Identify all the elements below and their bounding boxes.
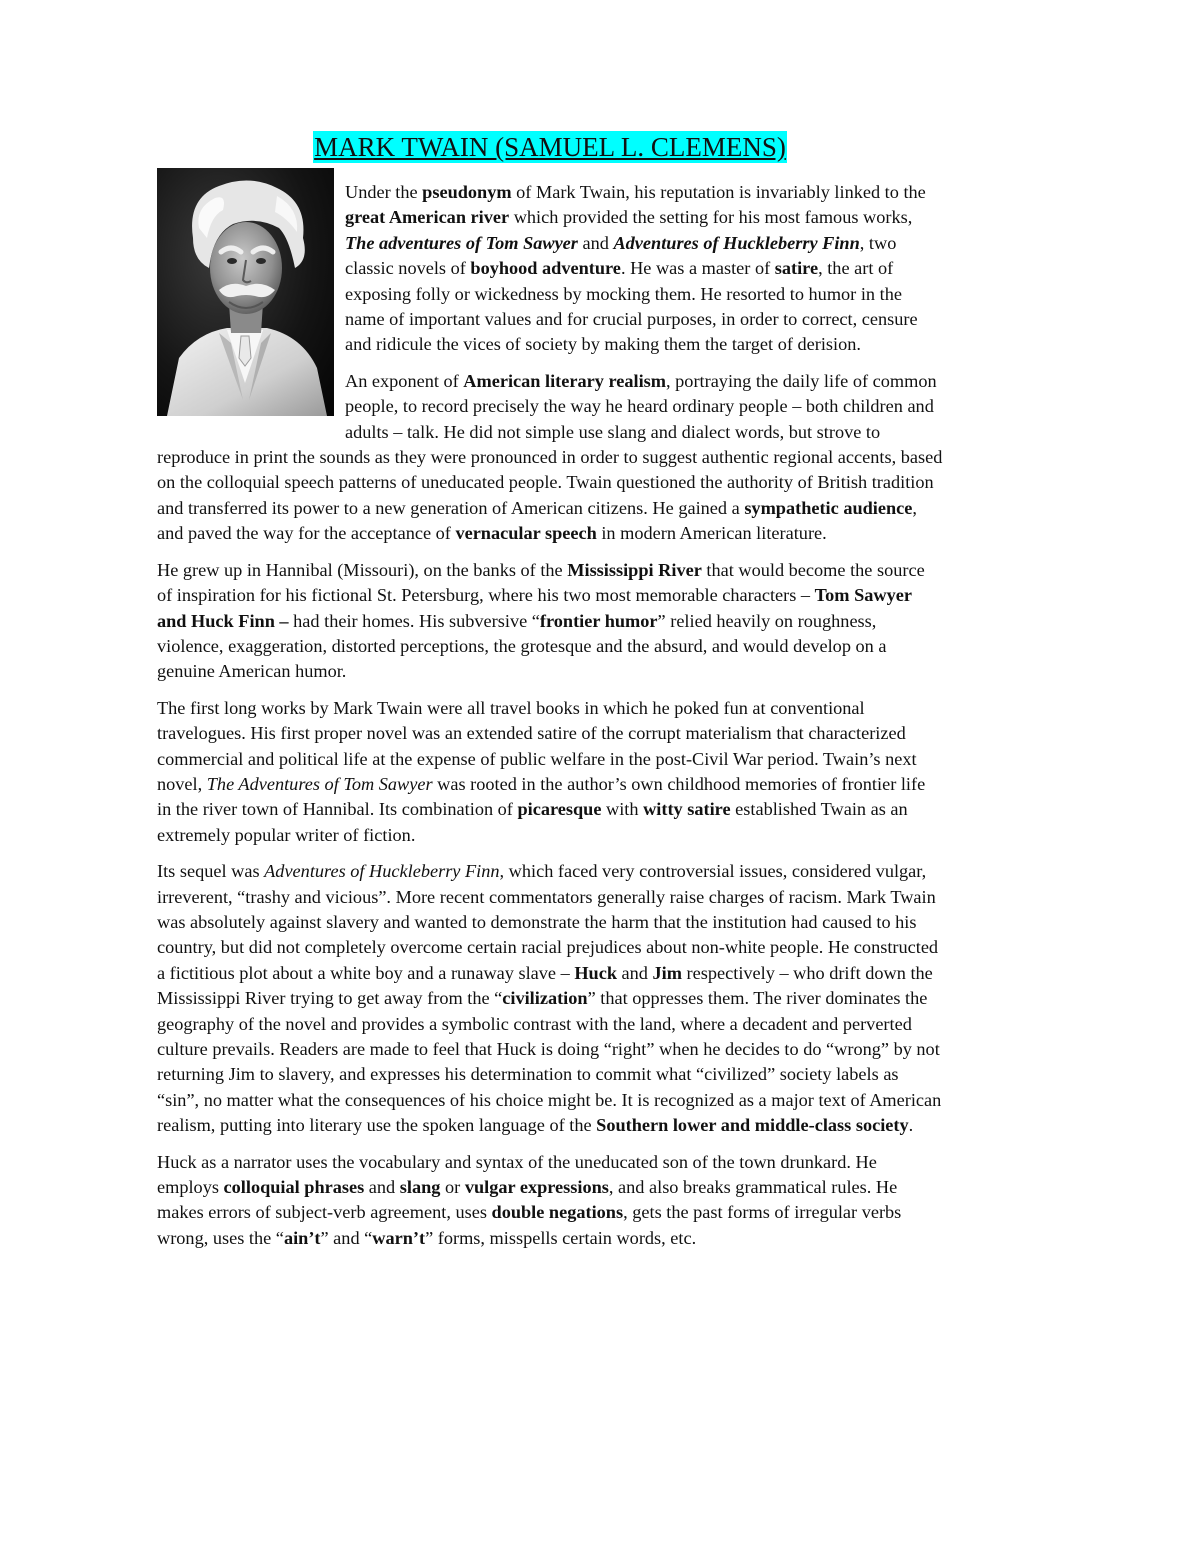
paragraph-pseudonym: Under the pseudonym of Mark Twain, his reputation is invariably linked to the great American river which provided the setting for his most famous works, The adventures of Tom Sawyer and Adventures of Huckleberry Finn, two classic novels of boyhood adventure. He was a master of satire, the art of exposing folly or wickedness by mocking them. He resorted to humor in the name of important values and for crucial purposes, in order to correct, censure and ridicule the vices of society by making them the target of derision. (345, 182, 926, 355)
paragraph-sequel: Its sequel was Adventures of Huckleberry Finn, which faced very controversial issues, considered vulgar, irreverent, “trashy and vicious”. More recent commentators generally raise charges of racism. Mark Twain was absolutely against slavery and wanted to demonstrate the harm that the institution had caused to his country, but did not completely overcome certain racial prejudices about non-white people. He constructed a fictitious plot about a white boy and a runaway slave – Huck and Jim respectively – who drift down the Mississippi River trying to get away from the “civilization” that oppresses them. The river dominates the geography of the novel and provides a symbolic contrast with the land, where a decadent and perverted culture prevails. Readers are made to feel that Huck is doing “right” when he decides to do “wrong” by not returning Jim to slavery, and expresses his determination to commit what “civilized” society labels as “sin”, no matter what the consequences of his choice might be. It is recognized as a major text of American realism, putting into literary use the spoken language of the Southern lower and middle-class society. (157, 861, 942, 1136)
document-body (157, 168, 943, 1262)
author-portrait (157, 168, 334, 416)
paragraph-first-works: The first long works by Mark Twain were all travel books in which he poked fun at conventional travelogues. His first proper novel was an extended satire of the corrupt materialism that characterized commercial and political life at the expense of public welfare in the post-Civil War period. Twain’s next novel, The Adventures of Tom Sawyer was rooted in the author’s own childhood memories of frontier life in the river town of Hannibal. Its combination of picaresque with witty satire established Twain as an extremely popular writer of fiction. (157, 697, 926, 845)
paragraph-hannibal: He grew up in Hannibal (Missouri), on the banks of the Mississippi River that would become the source of inspiration for his fictional St. Petersburg, where his two most memorable characters – Tom Sawyer and Huck Finn – had their homes. His subversive “frontier humor” relied heavily on roughness, violence, exaggeration, distorted perceptions, the grotesque and the absurd, and would develop on a genuine American humor. (157, 559, 925, 682)
title-container (0, 131, 1100, 163)
paragraph-realism: An exponent of American literary realism, portraying the daily life of common people, to record precisely the way he heard ordinary people – both children and adults – talk. He did not simple use slang and dialect words, but strove to reproduce in print the sounds as they were pronounced in order to suggest authentic regional accents, based on the colloquial speech patterns of uneducated people. Twain questioned the authority of British tradition and transferred its power to a new generation of American citizens. He gained a sympathetic audience, and paved the way for the acceptance of vernacular speech in modern American literature. (157, 370, 943, 544)
page-title: MARK TWAIN (SAMUEL L. CLEMENS) (314, 132, 786, 162)
paragraph-narrator: Huck as a narrator uses the vocabulary and syntax of the uneducated son of the town drunkard. He employs colloquial phrases and slang or vulgar expressions, and also breaks grammatical rules. He makes errors of subject-verb agreement, uses double negations, gets the past forms of irregular verbs wrong, uses the “ain’t” and “warn’t” forms, misspells certain words, etc. (157, 1151, 902, 1248)
